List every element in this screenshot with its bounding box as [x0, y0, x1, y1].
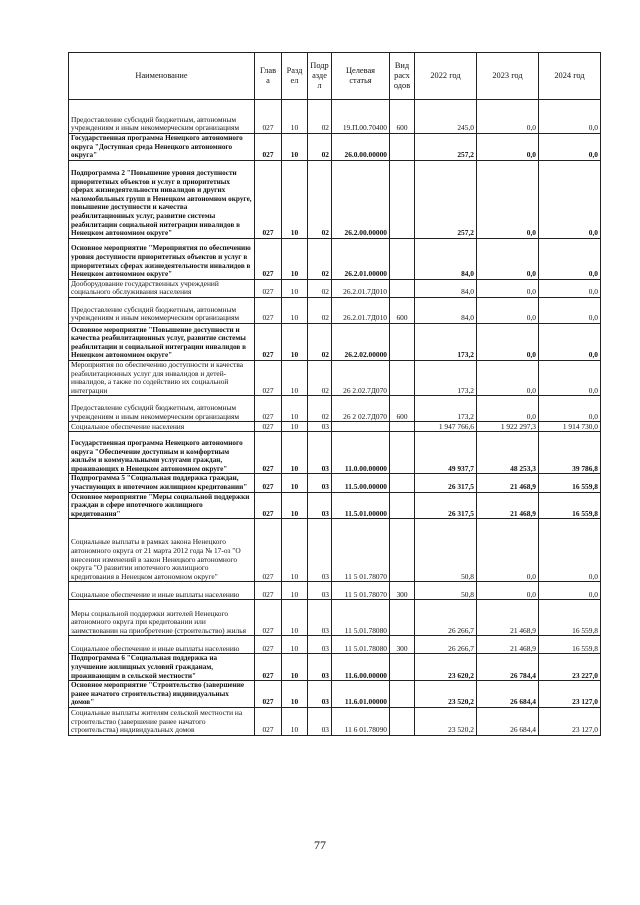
row-razdel-cell: 10: [282, 360, 308, 395]
row-razdel-cell: 10: [282, 432, 308, 474]
row-vid-cell: 600: [390, 100, 415, 134]
row-vid-cell: 600: [390, 297, 415, 323]
row-podrazdel-cell: 02: [308, 100, 332, 134]
row-name-cell: Мероприятия по обеспечению доступности и качества реабилитационных услуг для инвалидов и детей-инвалидов, а также по содействию их социальной интеграции: [69, 360, 255, 395]
row-name-cell: Социальное обеспечение и иные выплаты населению: [69, 636, 255, 654]
row-2022-cell: 173,2: [415, 323, 477, 360]
table-row: [69, 396, 601, 422]
row-target-cell: 26 2 02.7Д070: [332, 396, 390, 422]
row-2022-cell: 26 266,7: [415, 600, 477, 636]
row-target-cell: 26.2.01.00000: [332, 238, 390, 279]
row-vid-cell: [390, 681, 415, 708]
row-vid-cell: 300: [390, 582, 415, 600]
row-razdel-cell: 10: [282, 474, 308, 492]
row-glava-cell: 027: [255, 100, 282, 134]
row-2023-cell: 0,0: [477, 582, 539, 600]
row-2023-cell: 0,0: [477, 519, 539, 582]
row-glava-cell: 027: [255, 323, 282, 360]
row-glava-cell: 027: [255, 238, 282, 279]
table-row: [69, 279, 601, 297]
row-target-cell: 19.П.00.70400: [332, 100, 390, 134]
row-name-cell: Дооборудование государственных учреждений социального обслуживания населения: [69, 279, 255, 297]
header-razdel: Разд ел: [282, 53, 308, 100]
row-vid-cell: 300: [390, 636, 415, 654]
row-vid-cell: [390, 323, 415, 360]
row-glava-cell: 027: [255, 707, 282, 735]
row-podrazdel-cell: 02: [308, 160, 332, 238]
row-podrazdel-cell: 02: [308, 396, 332, 422]
row-2022-cell: 26 266,7: [415, 636, 477, 654]
row-vid-cell: [390, 492, 415, 519]
row-podrazdel-cell: 02: [308, 279, 332, 297]
row-podrazdel-cell: 03: [308, 492, 332, 519]
row-podrazdel-cell: 02: [308, 360, 332, 395]
row-razdel-cell: 10: [282, 100, 308, 134]
page-number: 77: [314, 838, 326, 852]
header-2024: 2024 год: [539, 53, 601, 100]
row-glava-cell: 027: [255, 582, 282, 600]
table-body: [69, 100, 601, 736]
budget-table: [68, 52, 601, 736]
row-2023-cell: 0,0: [477, 323, 539, 360]
row-2023-cell: 0,0: [477, 238, 539, 279]
row-podrazdel-cell: 03: [308, 519, 332, 582]
row-target-cell: 11 5.01.78080: [332, 600, 390, 636]
row-name-cell: Подпрограмма 5 "Социальная поддержка граждан, участвующих в ипотечном жилищном кредитовании": [69, 474, 255, 492]
row-name-cell: Предоставление субсидий бюджетным, автономным учреждениям и иным некоммерческим организациям: [69, 396, 255, 422]
row-vid-cell: [390, 279, 415, 297]
row-glava-cell: 027: [255, 134, 282, 161]
row-vid-cell: [390, 600, 415, 636]
table-row: [69, 422, 601, 432]
row-2024-cell: 0,0: [539, 297, 601, 323]
row-2022-cell: 257,2: [415, 134, 477, 161]
row-glava-cell: 027: [255, 654, 282, 681]
row-razdel-cell: 10: [282, 654, 308, 681]
row-podrazdel-cell: 03: [308, 600, 332, 636]
header-2023: 2023 год: [477, 53, 539, 100]
row-2022-cell: 245,0: [415, 100, 477, 134]
row-razdel-cell: 10: [282, 160, 308, 238]
row-name-cell: Предоставление субсидий бюджетным, автономным учреждениям и иным некоммерческим организациям: [69, 100, 255, 134]
row-name-cell: Социальные выплаты в рамках закона Ненецкого автономного округа от 21 марта 2012 года № 17-оз "О внесении изменений в закон Ненецкого автономного округа "О развитии ипотечного жилищного кредитования в Ненецком автономном округе": [69, 519, 255, 582]
row-podrazdel-cell: 03: [308, 432, 332, 474]
row-2023-cell: 21 468,9: [477, 492, 539, 519]
row-razdel-cell: 10: [282, 519, 308, 582]
row-target-cell: [332, 422, 390, 432]
table-row: [69, 160, 601, 238]
row-vid-cell: [390, 654, 415, 681]
row-2023-cell: 21 468,9: [477, 474, 539, 492]
table-row: [69, 432, 601, 474]
table-row: [69, 323, 601, 360]
row-razdel-cell: 10: [282, 600, 308, 636]
table-row: [69, 654, 601, 681]
row-razdel-cell: 10: [282, 297, 308, 323]
table-row: [69, 134, 601, 161]
row-2023-cell: 1 922 297,3: [477, 422, 539, 432]
row-2024-cell: 16 559,8: [539, 600, 601, 636]
row-glava-cell: 027: [255, 681, 282, 708]
row-podrazdel-cell: 02: [308, 238, 332, 279]
row-name-cell: Основное мероприятие "Строительство (завершение ранее начатого строительства) индивидуальных домов": [69, 681, 255, 708]
row-2023-cell: 0,0: [477, 160, 539, 238]
row-vid-cell: [390, 422, 415, 432]
row-2024-cell: 0,0: [539, 100, 601, 134]
row-2024-cell: 16 559,8: [539, 492, 601, 519]
row-2024-cell: 0,0: [539, 582, 601, 600]
row-2024-cell: 0,0: [539, 238, 601, 279]
row-2023-cell: 0,0: [477, 100, 539, 134]
row-podrazdel-cell: 03: [308, 474, 332, 492]
row-razdel-cell: 10: [282, 582, 308, 600]
row-glava-cell: 027: [255, 279, 282, 297]
row-podrazdel-cell: 02: [308, 134, 332, 161]
header-target: Целевая статья: [332, 53, 390, 100]
row-podrazdel-cell: 03: [308, 582, 332, 600]
row-vid-cell: [390, 238, 415, 279]
table-row: [69, 636, 601, 654]
row-target-cell: 11.6.01.00000: [332, 681, 390, 708]
row-glava-cell: 027: [255, 600, 282, 636]
row-vid-cell: [390, 519, 415, 582]
row-razdel-cell: 10: [282, 134, 308, 161]
row-glava-cell: 027: [255, 160, 282, 238]
row-2022-cell: 50,8: [415, 582, 477, 600]
row-2022-cell: 1 947 766,6: [415, 422, 477, 432]
row-2023-cell: 48 253,3: [477, 432, 539, 474]
table-row: [69, 519, 601, 582]
row-2022-cell: 84,0: [415, 279, 477, 297]
table-row: [69, 360, 601, 395]
row-2023-cell: 26 784,4: [477, 654, 539, 681]
row-target-cell: 11 5.01.78080: [332, 636, 390, 654]
row-name-cell: Социальное обеспечение и иные выплаты населению: [69, 582, 255, 600]
row-target-cell: 11.6.00.00000: [332, 654, 390, 681]
row-target-cell: 11 5 01.78070: [332, 582, 390, 600]
row-name-cell: Предоставление субсидий бюджетным, автономным учреждениям и иным некоммерческим организациям: [69, 297, 255, 323]
row-2024-cell: 39 786,8: [539, 432, 601, 474]
row-razdel-cell: 10: [282, 396, 308, 422]
row-target-cell: 11 6 01.78090: [332, 707, 390, 735]
row-target-cell: 26.2.00.00000: [332, 160, 390, 238]
header-podrazdel: Подр азде л: [308, 53, 332, 100]
row-vid-cell: [390, 474, 415, 492]
row-podrazdel-cell: 02: [308, 323, 332, 360]
row-glava-cell: 027: [255, 492, 282, 519]
row-podrazdel-cell: 03: [308, 636, 332, 654]
row-2022-cell: 173,2: [415, 360, 477, 395]
budget-table-sheet: [68, 52, 600, 736]
row-2022-cell: 23 520,2: [415, 707, 477, 735]
row-name-cell: Меры социальной поддержки жителей Ненецкого автономного округа при кредитовании или заимствовании на приобретение (строительство) жилья: [69, 600, 255, 636]
row-2024-cell: 0,0: [539, 360, 601, 395]
table-header-row: [69, 53, 601, 100]
row-name-cell: Социальное обеспечение населения: [69, 422, 255, 432]
row-target-cell: 11.5.01.00000: [332, 492, 390, 519]
row-glava-cell: 027: [255, 396, 282, 422]
row-2024-cell: 16 559,8: [539, 474, 601, 492]
table-row: [69, 238, 601, 279]
table-row: [69, 707, 601, 735]
row-vid-cell: 600: [390, 396, 415, 422]
table-row: [69, 474, 601, 492]
row-2024-cell: 1 914 730,0: [539, 422, 601, 432]
row-glava-cell: 027: [255, 636, 282, 654]
row-2024-cell: 0,0: [539, 134, 601, 161]
row-2023-cell: 0,0: [477, 396, 539, 422]
row-vid-cell: [390, 134, 415, 161]
row-podrazdel-cell: 02: [308, 297, 332, 323]
row-glava-cell: 027: [255, 519, 282, 582]
row-2024-cell: 23 227,0: [539, 654, 601, 681]
header-glava: Глав а: [255, 53, 282, 100]
row-2023-cell: 0,0: [477, 279, 539, 297]
row-razdel-cell: 10: [282, 279, 308, 297]
table-row: [69, 297, 601, 323]
row-vid-cell: [390, 432, 415, 474]
row-target-cell: 26 2.02.7Д070: [332, 360, 390, 395]
row-name-cell: Подпрограмма 2 "Повышение уровня доступности приоритетных объектов и услуг в приоритетных сферах жизнедеятельности инвалидов и других маломобильных групп в Ненецком автономном округе, повышение доступности и качества реабилитационных услуг, развитие системы реабилитации социальной интеграции инвалидов в Ненецком автономном округе": [69, 160, 255, 238]
row-2023-cell: 21 468,9: [477, 636, 539, 654]
row-2022-cell: 84,0: [415, 238, 477, 279]
row-2024-cell: 23 127,0: [539, 681, 601, 708]
row-2023-cell: 21 468,9: [477, 600, 539, 636]
row-2023-cell: 0,0: [477, 297, 539, 323]
row-2022-cell: 23 620,2: [415, 654, 477, 681]
row-2024-cell: 23 127,0: [539, 707, 601, 735]
table-row: [69, 681, 601, 708]
row-name-cell: Социальные выплаты жителям сельской местности на строительство (завершение ранее начатого строительства) индивидуальных домов: [69, 707, 255, 735]
row-2022-cell: 257,2: [415, 160, 477, 238]
table-row: [69, 492, 601, 519]
row-2024-cell: 0,0: [539, 519, 601, 582]
row-2022-cell: 26 317,5: [415, 474, 477, 492]
table-row: [69, 600, 601, 636]
row-2024-cell: 16 559,8: [539, 636, 601, 654]
row-podrazdel-cell: 03: [308, 707, 332, 735]
table-row: [69, 582, 601, 600]
row-name-cell: Государственная программа Ненецкого автономного округа "Доступная среда Ненецкого автономного округа": [69, 134, 255, 161]
row-2024-cell: 0,0: [539, 323, 601, 360]
row-2024-cell: 0,0: [539, 160, 601, 238]
row-razdel-cell: 10: [282, 238, 308, 279]
row-2023-cell: 0,0: [477, 134, 539, 161]
table-row: [69, 100, 601, 134]
row-vid-cell: [390, 360, 415, 395]
row-name-cell: Основное мероприятие "Повышение доступности и качества реабилитационных услуг, развитие системы реабилитации и социальной интеграции инвалидов в Ненецком автономном округе": [69, 323, 255, 360]
row-2022-cell: 23 520,2: [415, 681, 477, 708]
row-target-cell: 26.2.01.7Д010: [332, 279, 390, 297]
row-glava-cell: 027: [255, 360, 282, 395]
row-podrazdel-cell: 03: [308, 681, 332, 708]
row-2022-cell: 84,0: [415, 297, 477, 323]
row-2024-cell: 0,0: [539, 396, 601, 422]
row-podrazdel-cell: 03: [308, 422, 332, 432]
row-target-cell: 26.0.00.00000: [332, 134, 390, 161]
row-2022-cell: 50,8: [415, 519, 477, 582]
row-razdel-cell: 10: [282, 492, 308, 519]
row-name-cell: Подпрограмма 6 "Социальная поддержка на улучшение жилищных условий гражданам, проживающим в сельской местности": [69, 654, 255, 681]
header-2022: 2022 год: [415, 53, 477, 100]
row-name-cell: Основное мероприятие "Мероприятия по обеспечению уровня доступности приоритетных объектов и услуг в приоритетных сферах жизнедеятельности инвалидов в Ненецком автономном округе": [69, 238, 255, 279]
row-target-cell: 11.5.00.00000: [332, 474, 390, 492]
row-2022-cell: 26 317,5: [415, 492, 477, 519]
row-2022-cell: 173,2: [415, 396, 477, 422]
row-glava-cell: 027: [255, 422, 282, 432]
row-razdel-cell: 10: [282, 323, 308, 360]
row-razdel-cell: 10: [282, 707, 308, 735]
row-glava-cell: 027: [255, 297, 282, 323]
row-target-cell: 26.2.01.7Д010: [332, 297, 390, 323]
row-vid-cell: [390, 707, 415, 735]
header-name: Наименование: [69, 53, 255, 100]
row-vid-cell: [390, 160, 415, 238]
row-2023-cell: 26 684,4: [477, 707, 539, 735]
row-glava-cell: 027: [255, 432, 282, 474]
row-2022-cell: 49 937,7: [415, 432, 477, 474]
row-2024-cell: 0,0: [539, 279, 601, 297]
row-target-cell: 11 5 01.78070: [332, 519, 390, 582]
row-name-cell: Основное мероприятие "Меры социальной поддержки граждан в сфере ипотечного жилищного кредитования": [69, 492, 255, 519]
row-target-cell: 11.0.00.00000: [332, 432, 390, 474]
row-name-cell: Государственная программа Ненецкого автономного округа "Обеспечение доступным и комфортным жильём и коммунальными услугами граждан, проживающих в Ненецком автономном округе": [69, 432, 255, 474]
row-razdel-cell: 10: [282, 422, 308, 432]
row-2023-cell: 0,0: [477, 360, 539, 395]
row-razdel-cell: 10: [282, 636, 308, 654]
row-glava-cell: 027: [255, 474, 282, 492]
row-target-cell: 26.2.02.00000: [332, 323, 390, 360]
row-2023-cell: 26 684,4: [477, 681, 539, 708]
row-podrazdel-cell: 03: [308, 654, 332, 681]
row-razdel-cell: 10: [282, 681, 308, 708]
header-vid: Вид расх одов: [390, 53, 415, 100]
